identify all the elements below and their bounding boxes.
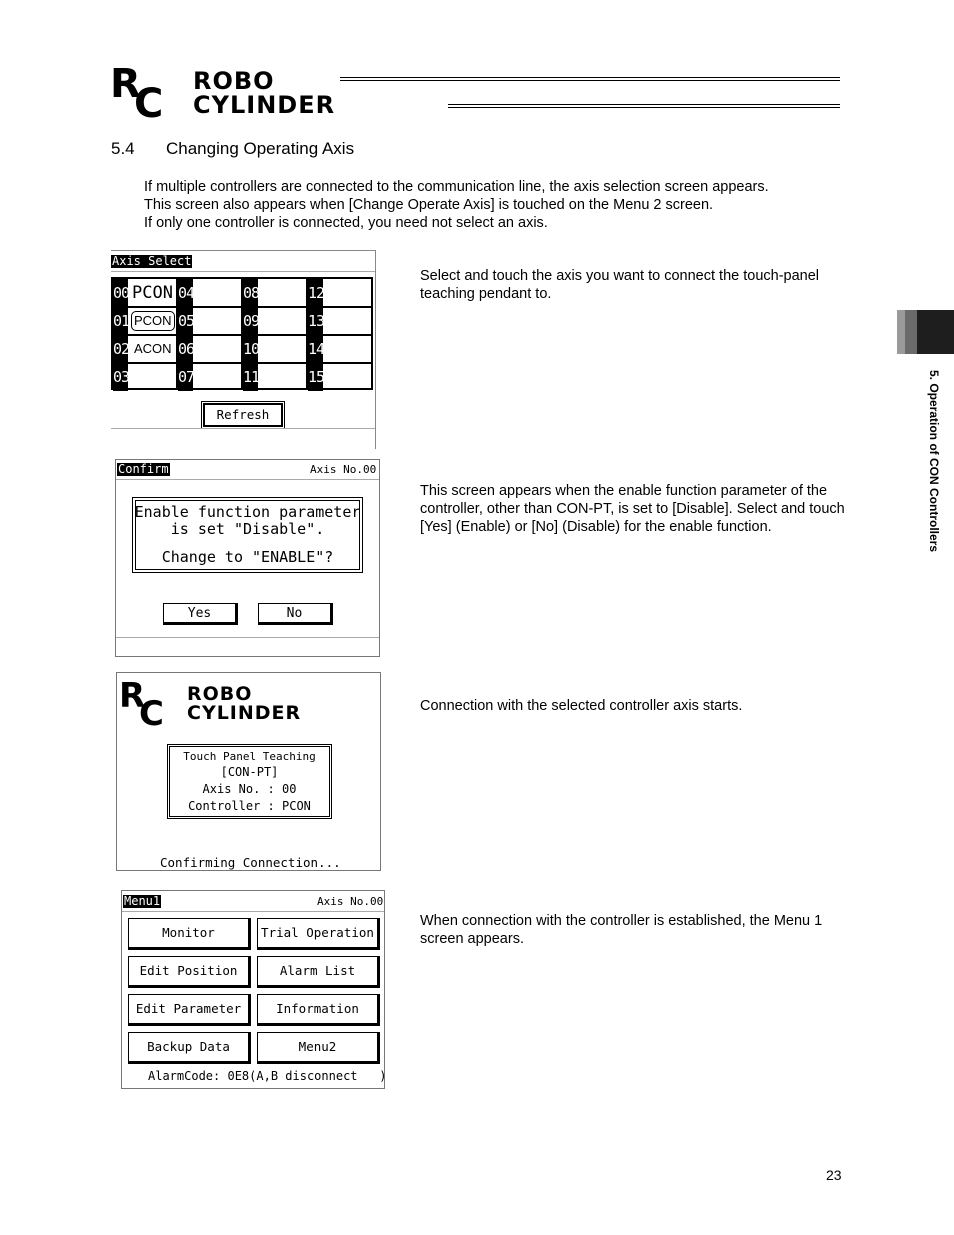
information-button[interactable]: Information	[257, 994, 380, 1026]
logo-c: C	[134, 81, 164, 127]
axis-cell-label: PCON	[131, 311, 175, 331]
message-line: Change to "ENABLE"?	[161, 548, 334, 566]
confirm-description: This screen appears when the enable function parameter of the controller, other than CON-PT, is set to [Disable]. Select and touch [Yes] (Enable) or [No] (Disable) for the enable function.	[420, 483, 845, 535]
connection-status: Confirming Connection...	[160, 855, 341, 870]
section-heading	[111, 139, 354, 159]
section-number: 5.4	[111, 139, 135, 158]
header-rule-bottom	[448, 104, 840, 108]
message-line: Enable function parameter	[134, 503, 361, 521]
robo-cylinder-logo-small	[119, 676, 381, 734]
menu2-button[interactable]: Menu2	[257, 1032, 380, 1064]
axis-select-description: Select and touch the axis you want to connect the touch-panel teaching pendant to.	[420, 268, 820, 302]
refresh-button[interactable]: Refresh	[203, 403, 283, 427]
grid-line	[241, 279, 243, 388]
axis-select-title: Axis Select	[112, 254, 192, 268]
alarm-code: AlarmCode: 0E8(A,B disconnect )	[148, 1069, 387, 1083]
axis-cell-09[interactable]: 09	[243, 307, 306, 335]
info-line: [CON-PT]	[220, 765, 279, 779]
alarm-list-button[interactable]: Alarm List	[257, 956, 380, 988]
axis-number-label: Axis No.00	[317, 895, 384, 908]
axis-cell-08[interactable]: 08	[243, 279, 306, 307]
logo-word-cylinder: CYLINDER	[187, 702, 302, 724]
info-line: Controller : PCON	[188, 799, 311, 813]
confirm-title: Confirm	[118, 462, 169, 476]
axis-cell-10[interactable]: 10	[243, 335, 306, 363]
axis-cell-06[interactable]: 06	[178, 335, 241, 363]
axis-cell-12[interactable]: 12	[308, 279, 371, 307]
axis-cell-03[interactable]: 03	[113, 363, 176, 391]
chapter-tab-shade	[905, 310, 917, 354]
axis-cell-02[interactable]: 02 ACON	[113, 335, 176, 363]
info-line: Axis No. : 00	[202, 782, 297, 796]
logo-r: R	[110, 61, 141, 107]
divider	[111, 271, 375, 272]
connecting-description: Connection with the selected controller axis starts.	[420, 698, 743, 714]
axis-grid	[111, 277, 373, 390]
connecting-screen	[116, 672, 381, 871]
section-title: Changing Operating Axis	[166, 139, 355, 158]
grid-line	[306, 279, 308, 388]
divider	[116, 637, 379, 638]
robo-cylinder-logo	[108, 61, 448, 127]
axis-cell-15[interactable]: 15	[308, 363, 371, 391]
axis-cell-14[interactable]: 14	[308, 335, 371, 363]
edit-position-button[interactable]: Edit Position	[128, 956, 251, 988]
header-rule-top	[340, 77, 840, 81]
grid-line	[176, 279, 178, 388]
no-button[interactable]: No	[258, 603, 333, 625]
logo-r: R	[119, 676, 146, 716]
confirm-screen	[115, 459, 380, 657]
axis-number-label: Axis No.00	[310, 463, 377, 476]
axis-cell-00[interactable]: 00 PCON	[113, 279, 176, 307]
logo-c: C	[139, 694, 164, 734]
axis-cell-13[interactable]: 13	[308, 307, 371, 335]
menu1-title: Menu1	[124, 894, 161, 908]
yes-button[interactable]: Yes	[163, 603, 238, 625]
axis-cell-05[interactable]: 05	[178, 307, 241, 335]
axis-cell-07[interactable]: 07	[178, 363, 241, 391]
monitor-button[interactable]: Monitor	[128, 918, 251, 950]
divider	[116, 479, 379, 480]
intro-paragraph	[144, 178, 769, 232]
trial-operation-button[interactable]: Trial Operation	[257, 918, 380, 950]
menu1-description: When connection with the controller is established, the Menu 1 screen appears.	[420, 913, 823, 947]
logo-word-robo: ROBO	[187, 683, 253, 705]
divider	[122, 911, 384, 912]
backup-data-button[interactable]: Backup Data	[128, 1032, 251, 1064]
confirm-message-box	[132, 497, 363, 573]
axis-cell-01[interactable]: 01 PCON	[113, 307, 176, 335]
axis-cell-04[interactable]: 04	[178, 279, 241, 307]
connection-info-box	[167, 744, 332, 819]
axis-cell-label: ACON	[134, 341, 172, 356]
axis-select-screen	[111, 250, 376, 449]
page-number: 23	[826, 1167, 842, 1183]
edit-parameter-button[interactable]: Edit Parameter	[128, 994, 251, 1026]
logo-word-cylinder: CYLINDER	[193, 91, 336, 119]
chapter-tab	[917, 310, 954, 354]
intro-line: This screen also appears when [Change Operate Axis] is touched on the Menu 2 screen.	[144, 197, 714, 213]
menu1-screen	[121, 890, 385, 1089]
axis-cell-label: PCON	[132, 283, 173, 303]
chapter-tab-label: 5. Operation of CON Controllers	[927, 370, 941, 553]
logo-word-robo: ROBO	[193, 67, 275, 95]
divider	[111, 428, 375, 429]
intro-line: If only one controller is connected, you need not select an axis.	[144, 215, 548, 231]
axis-cell-11[interactable]: 11	[243, 363, 306, 391]
message-line: is set "Disable".	[170, 520, 325, 538]
info-line: Touch Panel Teaching	[183, 750, 316, 763]
intro-line: If multiple controllers are connected to the communication line, the axis selection screen appears.	[144, 179, 769, 195]
